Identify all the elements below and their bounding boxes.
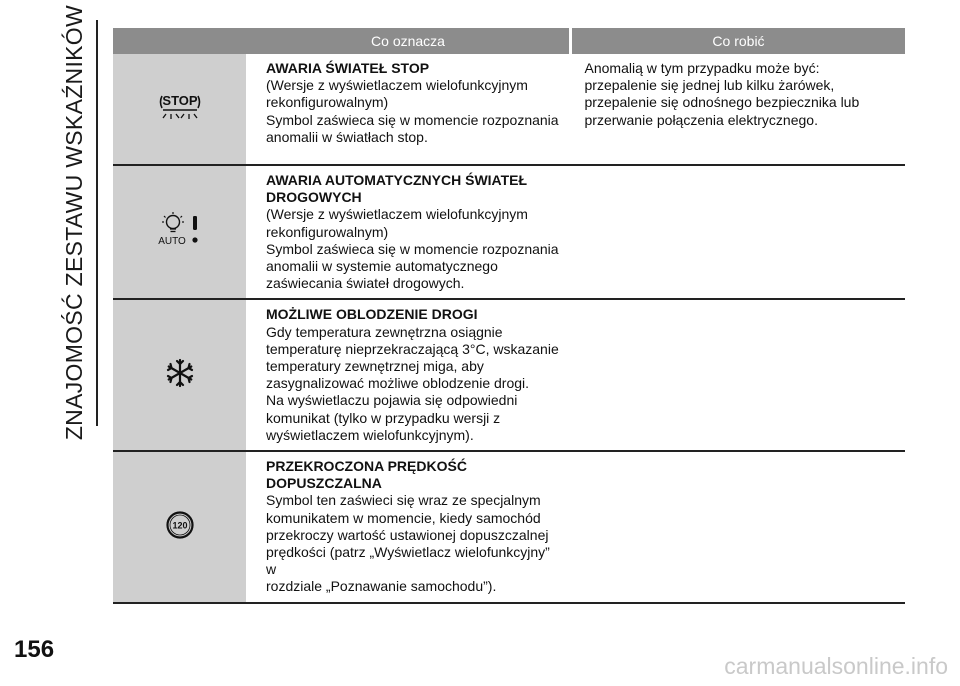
table-row <box>113 299 905 451</box>
chapter-divider <box>96 20 98 426</box>
action-cell <box>571 54 906 165</box>
icon-cell <box>113 165 247 299</box>
auto-headlight-failure-icon <box>155 237 205 253</box>
header-meaning: Co oznacza <box>247 28 571 54</box>
speed-icon-text: 120 <box>171 520 188 531</box>
row-description: (Wersje z wyświetlaczem wielofunkcyjnym rekonfigurowalnym) Symbol zaświeca się w momencie rozpoznania anomalii w systemie automatycznego zaświecania świateł drogowych. <box>266 206 559 292</box>
watermark: carmanualsonline.info <box>724 653 948 679</box>
row-description: Symbol ten zaświeci się wraz ze specjalnym komunikatem w momencie, kiedy samochód przekroczy wartość ustawionej dopuszczalnej prędkości (patrz „Wyświetlacz wielofunkcyjny” w rozdziale „Poznawanie samochodu”). <box>266 492 550 595</box>
row-title: PRZEKROCZONA PRĘDKOŚĆ DOPUSZCZALNA <box>266 458 467 492</box>
row-description: (Wersje z wyświetlaczem wielofunkcyjnym rekonfigurowalnym) Symbol zaświeca się w momencie rozpoznania anomalii w światłach stop. <box>266 77 559 145</box>
chapter-title <box>56 4 92 441</box>
stop-lamp-failure-icon <box>150 92 210 127</box>
table-row <box>113 165 905 299</box>
header-action: Co robić <box>571 28 906 54</box>
page-number: 156 <box>14 636 55 663</box>
icon-cell <box>113 54 247 165</box>
table-header-row <box>113 28 905 54</box>
meaning-cell <box>247 451 571 603</box>
row-description: Gdy temperatura zewnętrzna osiągnie temperaturę nieprzekraczającą 3°C, wskazanie temperatury zewnętrznej miga, aby zasygnalizować możliwe oblodzenie drogi. Na wyświetlaczu pojawia się odpowiedni komunikat (tylko w przypadku wersji z wyświetlaczem wielofunkcyjnym). <box>266 323 559 443</box>
row-title: AWARIA ŚWIATEŁ STOP <box>266 60 430 76</box>
meaning-cell <box>247 299 571 451</box>
row-action: Anomalią w tym przypadku może być: przepalenie się jednej lub kilku żarówek, przepalenie się odnośnego bezpiecznika lub przerwanie połączenia elektrycznego. <box>584 60 860 128</box>
header-icon-column <box>113 28 247 54</box>
stop-icon-text: STOP <box>161 92 198 108</box>
warning-lights-table <box>113 28 905 604</box>
action-cell <box>571 165 906 299</box>
row-title: MOŻLIWE OBLODZENIE DROGI <box>266 306 478 323</box>
row-title: AWARIA AUTOMATYCZNYCH ŚWIATEŁ DROGOWYCH <box>266 172 528 206</box>
icon-cell <box>113 451 247 603</box>
snowflake-icon <box>164 376 196 392</box>
action-cell <box>571 451 906 603</box>
icon-cell <box>113 299 247 451</box>
table-row <box>113 54 905 165</box>
auto-icon-text: AUTO <box>157 236 186 248</box>
speed-limit-120-icon <box>165 520 195 543</box>
table-row <box>113 451 905 603</box>
chapter-title-text: ZNAJOMOŚĆ ZESTAWU WSKAŹNIKÓW <box>60 4 87 441</box>
meaning-cell <box>247 165 571 299</box>
action-cell <box>571 299 906 451</box>
meaning-cell <box>247 54 571 165</box>
